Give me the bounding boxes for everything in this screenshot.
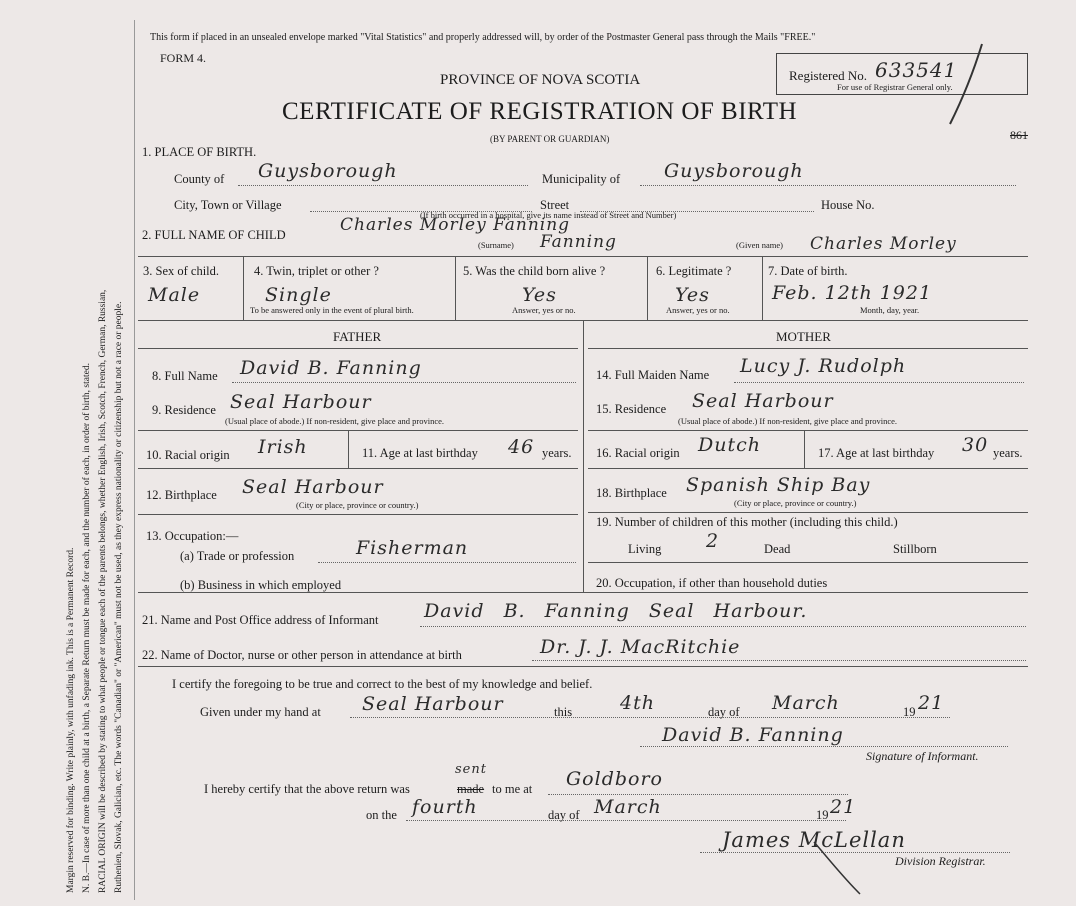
birth-date-value: Feb. 12th 1921 bbox=[772, 282, 933, 304]
living-label: Living bbox=[628, 542, 662, 556]
father-business-label: (b) Business in which employed bbox=[180, 578, 342, 592]
mail-notice: This form if placed in an unsealed envelope marked "Vital Statistics" and properly addressed will, by order of the Postmaster General pass through the Mails "FREE." bbox=[150, 32, 816, 43]
legitimate-value: Yes bbox=[675, 284, 710, 306]
father-name-label: 8. Full Name bbox=[152, 369, 218, 383]
given-name-label: (Given name) bbox=[736, 240, 783, 250]
father-heading: FATHER bbox=[333, 329, 382, 344]
father-racial-value: Irish bbox=[258, 436, 308, 458]
given-under-label: Given under my hand at bbox=[200, 705, 321, 719]
mother-age-divider bbox=[804, 430, 805, 468]
father-residence-label: 9. Residence bbox=[152, 403, 216, 417]
father-heading-rule bbox=[138, 348, 578, 349]
mother-age-label: 17. Age at last birthday bbox=[818, 446, 935, 460]
province-title: PROVINCE OF NOVA SCOTIA bbox=[440, 72, 641, 88]
father-trade-line bbox=[318, 562, 576, 563]
binding-margin-line bbox=[134, 20, 135, 900]
father-trade-label: (a) Trade or profession bbox=[180, 549, 295, 563]
city-label: City, Town or Village bbox=[174, 198, 282, 212]
registrar-place-line bbox=[548, 794, 848, 795]
mother-name-value: Lucy J. Rudolph bbox=[740, 355, 907, 377]
father-trade-value: Fisherman bbox=[356, 537, 469, 559]
father-birthplace-note: (City or place, province or country.) bbox=[296, 500, 419, 510]
dead-label: Dead bbox=[764, 542, 791, 556]
mother-residence-value: Seal Harbour bbox=[692, 390, 834, 412]
mother-racial-label: 16. Racial origin bbox=[596, 446, 680, 460]
father-name-value: David B. Fanning bbox=[240, 357, 422, 379]
check-mark-icon bbox=[930, 40, 990, 130]
legitimate-note: Answer, yes or no. bbox=[666, 305, 730, 315]
father-age-divider bbox=[348, 430, 349, 468]
registrar-signature: James McLellan bbox=[722, 828, 906, 852]
alive-value: Yes bbox=[522, 284, 557, 306]
registrar-day-value: fourth bbox=[412, 796, 478, 818]
on-the-label: on the bbox=[366, 808, 397, 822]
birth-date-label: 7. Date of birth. bbox=[768, 264, 848, 278]
registered-label: Registered No. bbox=[789, 68, 867, 83]
registrar-year-value: 21 bbox=[830, 796, 857, 818]
registrar-month-value: March bbox=[594, 796, 662, 818]
corner-number: 861 bbox=[1010, 128, 1028, 142]
mother-residence-note: (Usual place of abode.) If non-resident, give place and province. bbox=[678, 416, 898, 426]
sex-value: Male bbox=[148, 284, 201, 306]
informant-signature: David B. Fanning bbox=[662, 724, 844, 746]
father-residence-value: Seal Harbour bbox=[230, 391, 372, 413]
informant-signature-label: Signature of Informant. bbox=[866, 749, 979, 763]
registered-box bbox=[776, 53, 1028, 95]
street-label: Street bbox=[540, 198, 570, 212]
municipality-value: Guysborough bbox=[664, 160, 804, 182]
alive-label: 5. Was the child born alive ? bbox=[463, 264, 606, 278]
registrar-flourish-icon bbox=[808, 838, 868, 898]
father-age-label: 11. Age at last birthday bbox=[362, 446, 478, 460]
municipality-line bbox=[640, 185, 1016, 186]
informant-signature-line bbox=[640, 746, 1008, 747]
mother-res-rule bbox=[588, 430, 1028, 431]
father-age-rule bbox=[138, 468, 578, 469]
sent-value: sent bbox=[455, 762, 487, 777]
this-label: this bbox=[554, 705, 573, 719]
father-age-value: 46 bbox=[508, 436, 535, 458]
mother-occupation-label: 20. Occupation, if other than household duties bbox=[596, 576, 828, 590]
house-label: House No. bbox=[821, 198, 875, 212]
child-name-label: 2. FULL NAME OF CHILD bbox=[142, 228, 286, 242]
registrar-year-prefix: 19 bbox=[816, 808, 829, 822]
informant-line bbox=[420, 626, 1026, 627]
informant-label: 21. Name and Post Office address of Informant bbox=[142, 613, 379, 627]
father-birthplace-value: Seal Harbour bbox=[242, 476, 384, 498]
twin-value: Single bbox=[265, 284, 332, 306]
side-note-nationality: Ruthenien, Slovak, Galician, etc. The words "Canadian" or "American" must not be used, as they express nationality or citizenship but not a race or people. bbox=[114, 301, 124, 893]
row3-divider-4 bbox=[762, 256, 763, 320]
struck-made: made bbox=[457, 782, 485, 796]
certify-year-prefix: 19 bbox=[903, 705, 916, 719]
surname-label: (Surname) bbox=[478, 240, 514, 250]
side-note-multiple-births: N. B.—In case of more than one child at a birth, a Separate Return must be made for each, and the number of each, in order of birth, stated. bbox=[82, 363, 92, 893]
mother-age-rule bbox=[588, 468, 1028, 469]
certify-line bbox=[350, 717, 950, 718]
certify-statement: I certify the foregoing to be true and correct to the best of my knowledge and belief. bbox=[172, 677, 593, 691]
mother-name-line bbox=[734, 382, 1024, 383]
doctor-bottom-rule bbox=[138, 666, 1028, 667]
doctor-label: 22. Name of Doctor, nurse or other person in attendance at birth bbox=[142, 648, 462, 662]
certify-day-value: 4th bbox=[620, 692, 655, 714]
father-occupation-label: 13. Occupation:— bbox=[146, 529, 239, 543]
informant-value: David B. Fanning Seal Harbour. bbox=[424, 600, 808, 622]
side-note-binding: Margin reserved for binding. Write plainly, with unfading ink. This is a Permanent Record. bbox=[66, 547, 76, 893]
mother-birthplace-label: 18. Birthplace bbox=[596, 486, 667, 500]
living-value: 2 bbox=[706, 530, 720, 552]
certificate-subtitle: (BY PARENT OR GUARDIAN) bbox=[490, 134, 610, 144]
father-racial-label: 10. Racial origin bbox=[146, 448, 230, 462]
mother-birthplace-note: (City or place, province or country.) bbox=[734, 498, 857, 508]
father-years-label: years. bbox=[542, 446, 572, 460]
to-me-at-label: to me at bbox=[492, 782, 533, 796]
mother-years-label: years. bbox=[993, 446, 1023, 460]
registrar-date-line bbox=[406, 820, 846, 821]
mother-heading-rule bbox=[588, 348, 1028, 349]
alive-note: Answer, yes or no. bbox=[512, 305, 576, 315]
given-name-value: Charles Morley bbox=[810, 234, 957, 254]
certify-year-value: 21 bbox=[918, 692, 945, 714]
side-note-racial-origin: RACIAL ORIGIN will be described by stating to what people or tongue each of the parents belongs, whether English, Irish, Scotch, French, German, Russian, bbox=[98, 289, 108, 893]
mother-name-label: 14. Full Maiden Name bbox=[596, 368, 710, 382]
father-residence-note: (Usual place of abode.) If non-resident, give place and province. bbox=[225, 416, 445, 426]
mother-heading: MOTHER bbox=[776, 329, 831, 344]
given-place-value: Seal Harbour bbox=[362, 693, 504, 715]
registered-note: For use of Registrar General only. bbox=[837, 82, 953, 92]
certificate-title: CERTIFICATE OF REGISTRATION OF BIRTH bbox=[282, 98, 798, 125]
registrar-signature-label: Division Registrar. bbox=[895, 854, 986, 868]
mother-birth-rule bbox=[588, 512, 1028, 513]
mother-children-rule bbox=[588, 562, 1028, 563]
children-count-label: 19. Number of children of this mother (including this child.) bbox=[596, 515, 898, 529]
county-value: Guysborough bbox=[258, 160, 398, 182]
mother-racial-value: Dutch bbox=[698, 434, 761, 456]
twin-note: To be answered only in the event of plural birth. bbox=[250, 305, 414, 315]
stillborn-label: Stillborn bbox=[893, 542, 937, 556]
registrar-statement: I hereby certify that the above return was bbox=[204, 782, 410, 796]
municipality-label: Municipality of bbox=[542, 172, 621, 186]
legitimate-label: 6. Legitimate ? bbox=[656, 264, 732, 278]
twin-label: 4. Twin, triplet or other ? bbox=[254, 264, 379, 278]
sex-label: 3. Sex of child. bbox=[143, 264, 220, 278]
child-surname-value: Fanning bbox=[540, 232, 617, 252]
registrar-day-of-label: day of bbox=[548, 808, 580, 822]
row3-divider-3 bbox=[647, 256, 648, 320]
father-name-line bbox=[232, 382, 576, 383]
hospital-note: (If birth occurred in a hospital, give its name instead of Street and Number) bbox=[420, 210, 677, 220]
parents-bottom-rule bbox=[138, 592, 1028, 593]
mother-age-value: 30 bbox=[962, 434, 989, 456]
parents-divider bbox=[583, 320, 584, 592]
father-birthplace-label: 12. Birthplace bbox=[146, 488, 217, 502]
row3-divider-1 bbox=[243, 256, 244, 320]
child-name-value: Charles Morley Fanning bbox=[340, 215, 571, 235]
birth-date-note: Month, day, year. bbox=[860, 305, 920, 315]
place-of-birth-heading: 1. PLACE OF BIRTH. bbox=[142, 145, 257, 159]
registrar-place-value: Goldboro bbox=[566, 768, 663, 790]
county-label: County of bbox=[174, 172, 225, 186]
registered-number: 633541 bbox=[875, 58, 958, 82]
doctor-line bbox=[532, 660, 1026, 661]
mother-birthplace-value: Spanish Ship Bay bbox=[686, 474, 871, 496]
certify-day-of-label: day of bbox=[708, 705, 740, 719]
row3-divider-2 bbox=[455, 256, 456, 320]
row3-top-rule bbox=[138, 256, 1028, 257]
certify-month-value: March bbox=[772, 692, 840, 714]
father-birth-rule bbox=[138, 514, 578, 515]
form-number: FORM 4. bbox=[160, 51, 207, 65]
father-res-rule bbox=[138, 430, 578, 431]
doctor-value: Dr. J. J. MacRitchie bbox=[540, 636, 741, 658]
county-line bbox=[238, 185, 528, 186]
mother-residence-label: 15. Residence bbox=[596, 402, 667, 416]
